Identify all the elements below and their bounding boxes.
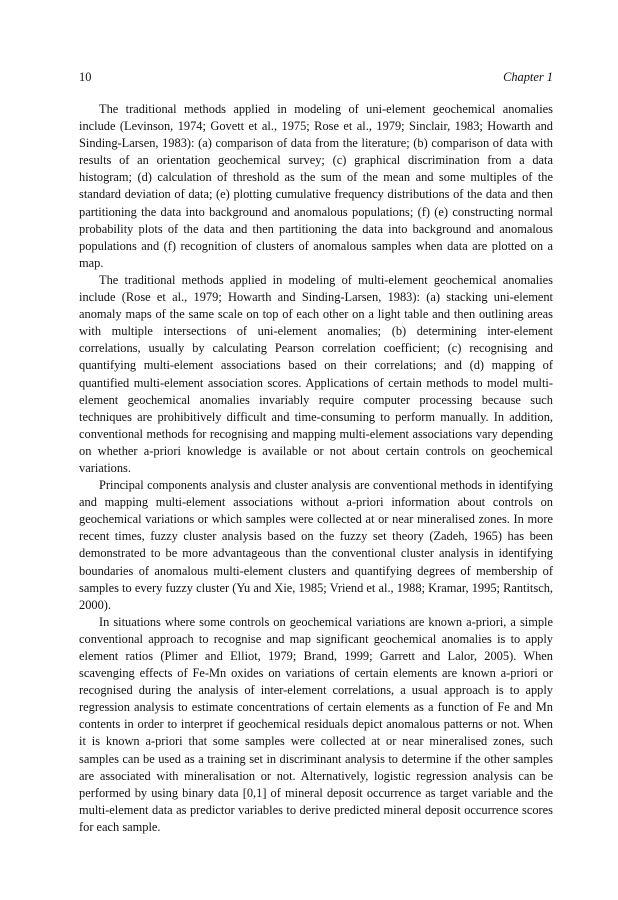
paragraph-pca-cluster-analysis: Principal components analysis and cluster analysis are conventional methods in identifying and mapping multi-element associations without a-priori information about controls on geochemical variations or which samples were collected at or near mineralised zones. In more recent times, fuzzy cluster analysis based on the fuzzy set theory (Zadeh, 1965) has been demonstrated to be more advantageous than the conventional cluster analysis in identifying boundaries of anomalous multi-element clusters and quantifying degrees of membership of samples to every fuzzy cluster (Yu and Xie, 1985; Vriend et al., 1988; Kramar, 1995; Rantitsch, 2000). xyxy=(79,478,553,612)
paragraph-multi-element-methods: The traditional methods applied in modeling of multi-element geochemical anomalies include (Rose et al., 1979; Howarth and Sinding-Larsen, 1983): (a) stacking uni-element anomaly maps of the same scale on top of each other on a light table and then outlining areas with multiple intersections of uni-element anomalies; (b) determining inter-element correlations, usually by calculating Pearson correlation coefficient; (c) recognising and quantifying multi-element associations based on their correlations; and (d) mapping of quantified multi-element association scores. Applications of certain methods to model multi-element geochemical anomalies invariably require computer processing because such techniques are prohibitively difficult and time-consuming to perform manually. In addition, conventional methods for recognising and mapping multi-element associations vary depending on whether a-priori knowledge is available or not about certain controls on geochemical variations. xyxy=(79,272,553,475)
running-head xyxy=(79,69,553,85)
paragraph-uni-element-methods: The traditional methods applied in modeling of uni-element geochemical anomalies include (Levinson, 1974; Govett et al., 1975; Rose et al., 1979; Sinclair, 1983; Howarth and Sinding-Larsen, 1983): (a) comparison of data from the literature; (b) comparison of data with results of an orientation geochemical survey; (c) graphical discrimination from a data histogram; (d) calculation of threshold as the sum of the mean and some multiples of the standard deviation of data; (e) plotting cumulative frequency distributions of the data and then partitioning the data into background and anomalous populations; (f) (e) constructing normal probability plots of the data and then partitioning the data into background and anomalous populations and (f) recognition of clusters of anomalous samples when data are plotted on a map. xyxy=(79,102,553,270)
page-number: 10 xyxy=(79,70,92,84)
body-text xyxy=(79,101,553,836)
chapter-label: Chapter 1 xyxy=(503,70,553,84)
paragraph-a-priori-approaches: In situations where some controls on geochemical variations are known a-priori, a simple conventional approach to recognise and map significant geochemical anomalies is to apply element ratios (Plimer and Elliot, 1979; Brand, 1999; Garrett and Lalor, 2005). When scavenging effects of Fe-Mn oxides on variations of certain elements are known a-priori or recognised during the analysis of inter-element correlations, a usual approach is to apply regression analysis to estimate concentrations of certain elements as a function of Fe and Mn contents in order to interpret if geochemical residuals depict anomalous patterns or not. When it is known a-priori that some samples were collected at or near mineralised zones, such samples can be used as a training set in discriminant analysis to determine if the other samples are associated with mineralisation or not. Alternatively, logistic regression analysis can be performed by using binary data [0,1] of mineral deposit occurrence as target variable and the multi-element data as predictor variables to derive predicted mineral deposit occurrence scores for each sample. xyxy=(79,614,553,834)
